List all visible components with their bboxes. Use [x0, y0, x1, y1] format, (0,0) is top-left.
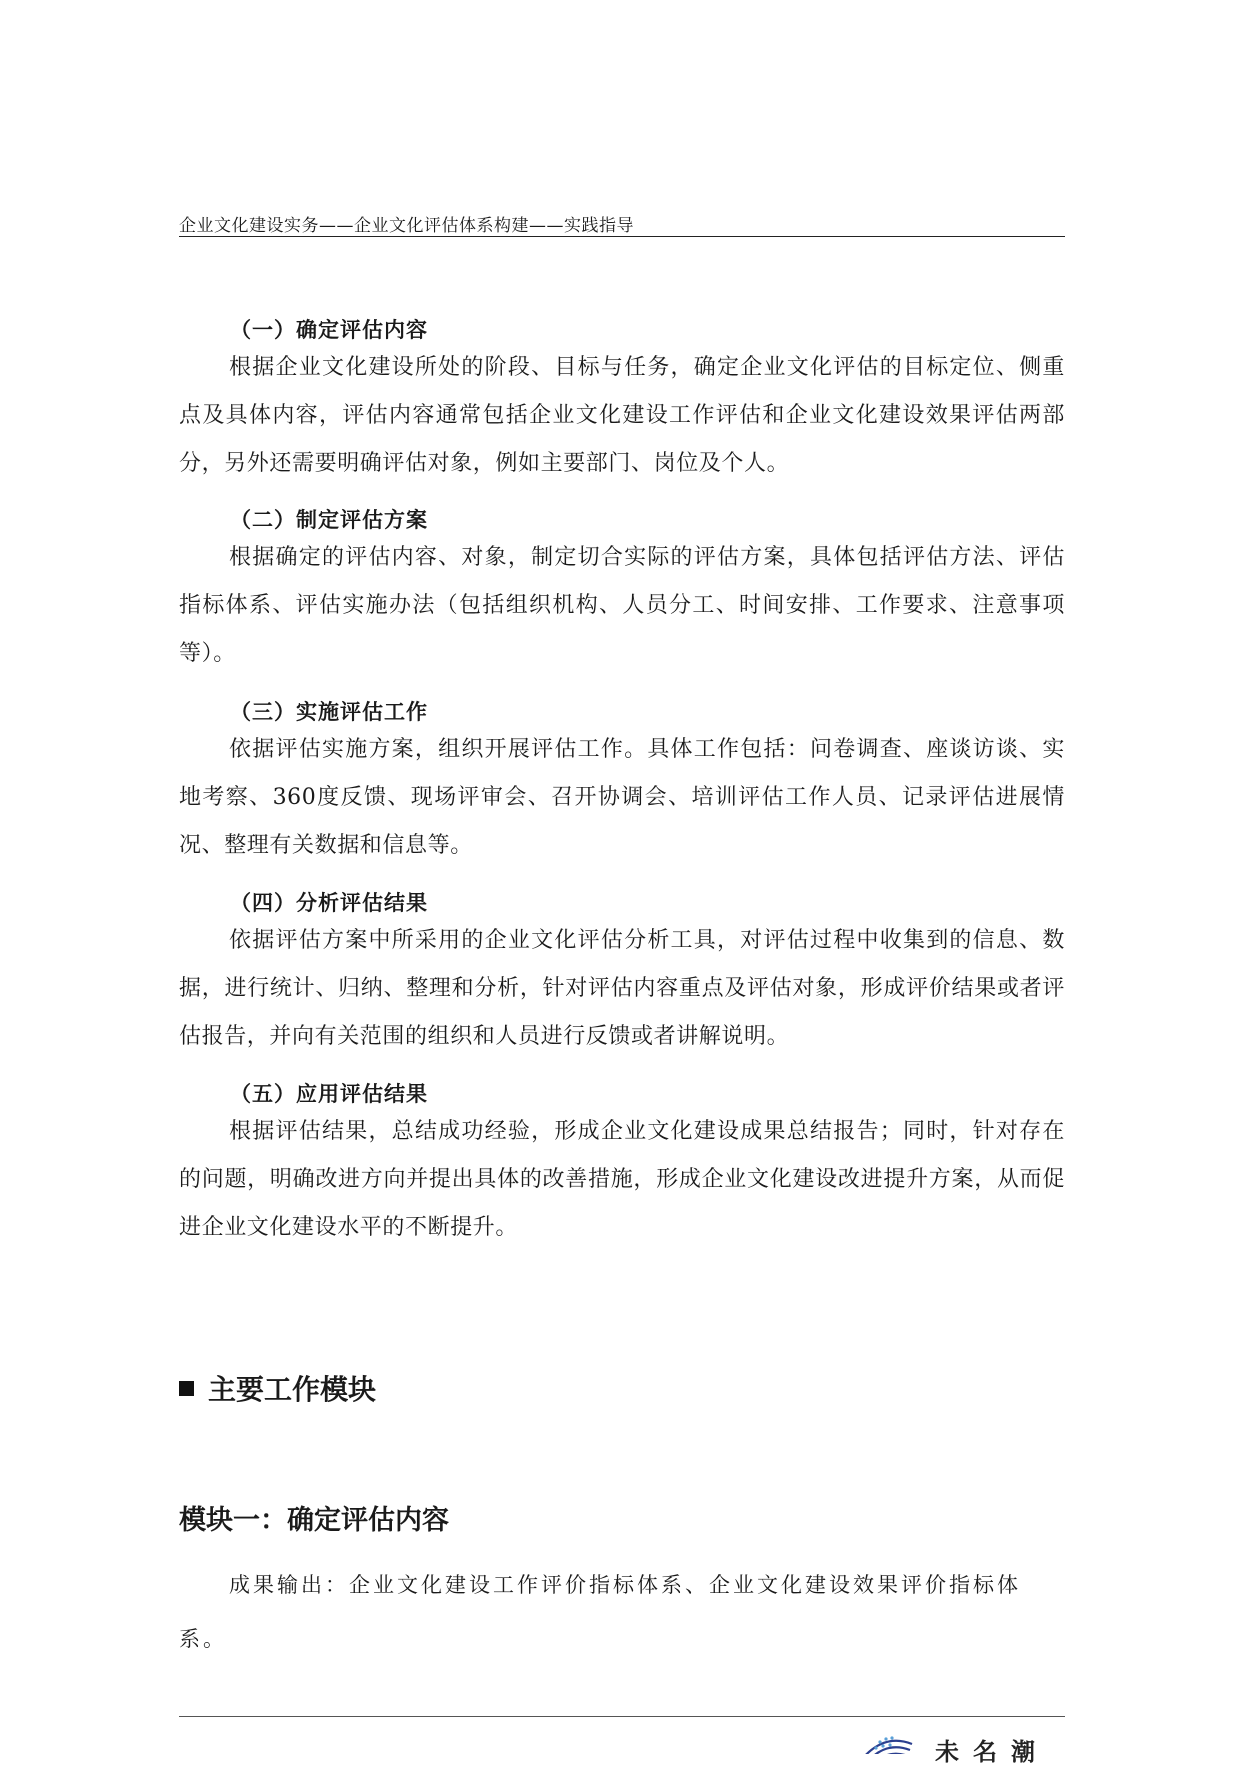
- page-header-title: 企业文化建设实务——企业文化评估体系构建——实践指导: [179, 216, 634, 236]
- section-body-4: 依据评估方案中所采用的企业文化评估分析工具，对评估过程中收集到的信息、数据，进行统计、归纳、整理和分析，针对评估内容重点及评估对象，形成评价结果或者评估报告，并向有关范围的组织和人员进行反馈或者讲解说明。: [179, 928, 1065, 1049]
- section-body-3: 依据评估实施方案，组织开展评估工作。具体工作包括：问卷调查、座谈访谈、实地考察、360度反馈、现场评审会、召开协调会、培训评估工作人员、记录评估进展情况、整理有关数据和信息等。: [179, 737, 1065, 858]
- header-divider: [179, 236, 1065, 237]
- section-title-4: （四）分析评估结果: [230, 891, 428, 915]
- logo-icon: [850, 1730, 920, 1754]
- modules-heading: [179, 1368, 376, 1408]
- footer-brand: 未名潮: [935, 1738, 1049, 1766]
- black-square-icon: [179, 1381, 194, 1396]
- section-title-1: （一）确定评估内容: [230, 318, 428, 342]
- section-body-1: 根据企业文化建设所处的阶段、目标与任务，确定企业文化评估的目标定位、侧重点及具体内容，评估内容通常包括企业文化建设工作评估和企业文化建设效果评估两部分，另外还需要明确评估对象，例如主要部门、岗位及个人。: [179, 355, 1065, 476]
- section-body-5: 根据评估结果，总结成功经验，形成企业文化建设成果总结报告；同时，针对存在的问题，明确改进方向并提出具体的改善措施，形成企业文化建设改进提升方案，从而促进企业文化建设水平的不断提升。: [179, 1119, 1065, 1240]
- section-title-2: （二）制定评估方案: [230, 508, 428, 532]
- module-1-output: 成果输出：企业文化建设工作评价指标体系、企业文化建设效果评价指标体系。: [179, 1573, 1021, 1651]
- section-title-3: （三）实施评估工作: [230, 700, 428, 724]
- footer-divider: [179, 1716, 1065, 1717]
- section-title-5: （五）应用评估结果: [230, 1082, 428, 1106]
- module-1-title: 模块一：确定评估内容: [179, 1505, 449, 1536]
- section-body-2: 根据确定的评估内容、对象，制定切合实际的评估方案，具体包括评估方法、评估指标体系、评估实施办法（包括组织机构、人员分工、时间安排、工作要求、注意事项等）。: [179, 545, 1065, 666]
- modules-heading-label: 主要工作模块: [208, 1373, 377, 1406]
